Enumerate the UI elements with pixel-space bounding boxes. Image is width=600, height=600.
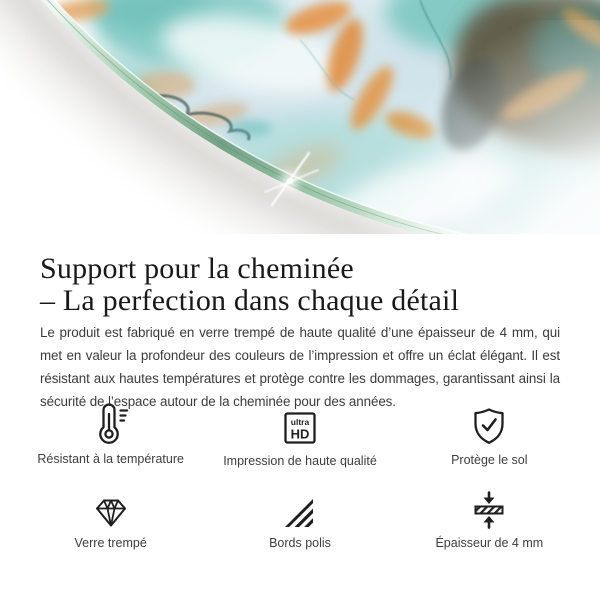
feature-tempered-glass (16, 485, 205, 551)
photo-white-fade (300, 20, 600, 234)
feature-print-quality (205, 401, 394, 469)
feature-label: Verre trempé (74, 536, 147, 550)
feature-label: Bords polis (269, 536, 331, 550)
thermometer-icon (93, 401, 129, 445)
ultra-hd-icon-text-bottom: HD (290, 426, 310, 442)
page-title-line1: Support pour la cheminée (40, 252, 354, 286)
diamond-icon (93, 485, 129, 529)
feature-label: Protège le sol (451, 453, 528, 467)
product-description: Le produit est fabriqué en verre trempé de haute qualité d’une épaisseur de 4 mm, qui met en valeur la profondeur des couleurs de l’impression et offre un éclat élégant. Il est résistant aux hautes températures et protège contre les dommages, garantissant ainsi la sécurité de l’espace autour de la cheminée pour des années. (40, 325, 560, 410)
feature-polished-edges (205, 485, 394, 551)
ultra-hd-icon-text-top: ultra (290, 417, 310, 427)
feature-thickness (395, 485, 584, 551)
shield-check-icon (471, 401, 507, 446)
page-title (40, 253, 560, 317)
feature-floor-protection (395, 401, 584, 469)
thickness-icon (473, 485, 505, 529)
round-glass-panel-image (0, 0, 600, 234)
polished-edges-icon (283, 485, 317, 529)
product-photo (0, 0, 600, 234)
feature-label: Épaisseur de 4 mm (435, 536, 544, 550)
page-title-line2: – La perfection dans chaque détail (40, 284, 460, 318)
feature-label: Impression de haute qualité (223, 454, 377, 468)
ultra-hd-icon (283, 401, 317, 447)
feature-temperature (16, 401, 205, 469)
feature-label: Résistant à la température (37, 452, 184, 466)
feature-grid (16, 401, 584, 551)
